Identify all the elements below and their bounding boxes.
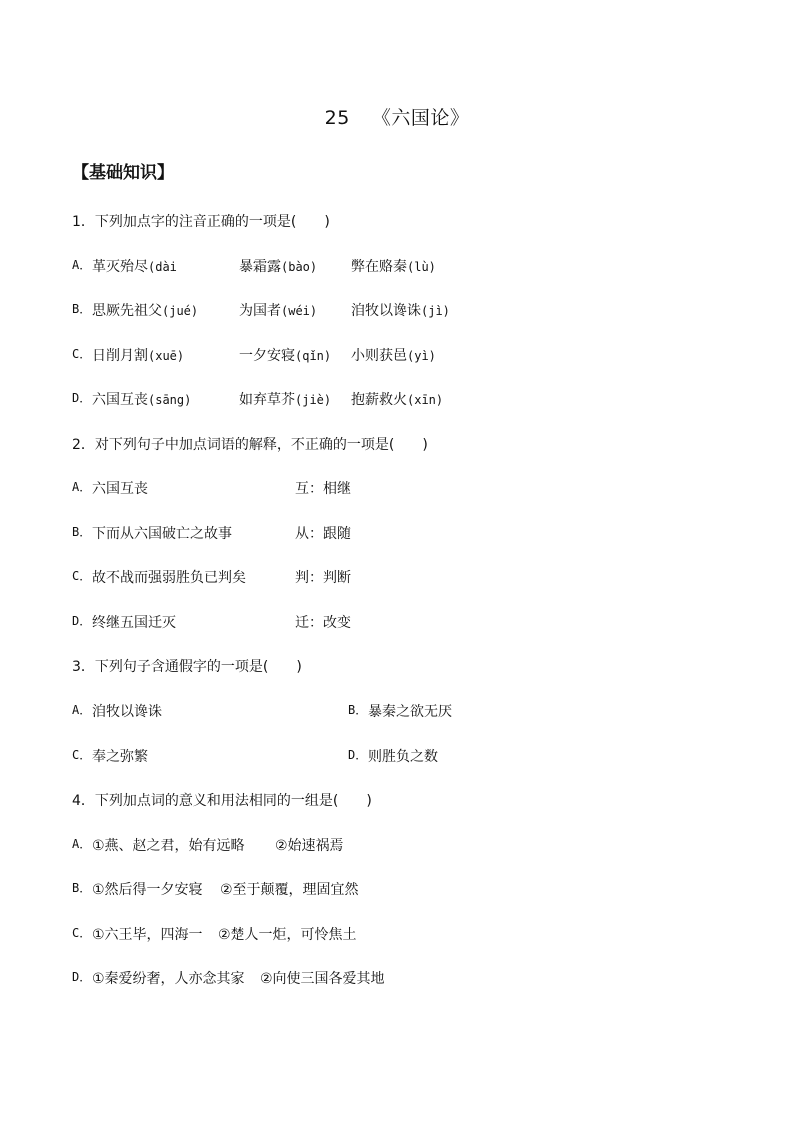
option-word — [351, 345, 436, 365]
pinyin: (wéi) — [281, 304, 318, 318]
option-letter: D． — [72, 614, 92, 628]
option-part-2: ②至于颠覆，理固宜然 — [220, 882, 359, 898]
lesson-title: 《六国论》 — [371, 107, 470, 129]
option-part-1: ①六王毕，四海一 — [92, 927, 203, 943]
pinyin: (dài — [148, 260, 177, 274]
option-text: 洎牧以谗诛 — [92, 704, 162, 720]
option-letter: A． — [72, 258, 92, 272]
option-word — [92, 389, 191, 409]
option-sentence: 终继五国迁灭 — [92, 615, 176, 631]
section-heading: 【基础知识】 — [72, 163, 174, 183]
option-letter: B． — [72, 525, 92, 539]
q1-stem: 1．下列加点字的注音正确的一项是( ) — [72, 214, 330, 230]
option-explanation: 判：判断 — [295, 570, 351, 586]
option-letter: D． — [72, 970, 92, 984]
option-part-2: ②楚人一炬，可怜焦土 — [218, 927, 357, 943]
word-text: 抱薪救火 — [351, 392, 407, 408]
option-text: 则胜负之数 — [368, 749, 438, 765]
option-letter: B． — [72, 302, 92, 316]
q3-stem: 3．下列句子含通假字的一项是( ) — [72, 659, 302, 675]
option-letter: C． — [72, 748, 92, 762]
word-text: 革灭殆尽 — [92, 259, 148, 275]
word-text: 洎牧以谗诛 — [351, 303, 421, 319]
option-part-1: ①然后得一夕安寝 — [92, 882, 203, 898]
word-text: 小则获邑 — [351, 348, 407, 364]
option-letter: A． — [72, 703, 92, 717]
option-word — [351, 256, 436, 276]
pinyin: (xīn) — [407, 393, 444, 407]
option-letter: D． — [72, 391, 92, 405]
option-letter: C． — [72, 926, 92, 940]
option-word — [351, 389, 443, 409]
word-text: 思厥先祖父 — [92, 303, 162, 319]
q2-stem: 2．对下列句子中加点词语的解释，不正确的一项是( ) — [72, 437, 428, 453]
option-word — [92, 345, 184, 365]
option-word — [92, 300, 198, 320]
word-text: 六国互丧 — [92, 392, 148, 408]
option-letter: D． — [348, 748, 368, 762]
pinyin: (sāng) — [148, 393, 192, 407]
option-text: 奉之弥繁 — [92, 749, 148, 765]
word-text: 暴霜露 — [239, 259, 281, 275]
option-explanation: 互：相继 — [295, 481, 351, 497]
option-letter: B． — [72, 881, 92, 895]
option-part-2: ②向使三国各爱其地 — [260, 971, 385, 987]
option-word — [239, 389, 331, 409]
option-letter: C． — [72, 569, 92, 583]
option-text: 暴秦之欲无厌 — [368, 704, 452, 720]
word-text: 如弃草芥 — [239, 392, 295, 408]
pinyin: (jì) — [421, 304, 450, 318]
document-title — [0, 103, 794, 130]
word-text: 日削月割 — [92, 348, 148, 364]
pinyin: (jué) — [162, 304, 199, 318]
word-text: 为国者 — [239, 303, 281, 319]
option-part-2: ②始速祸焉 — [275, 838, 344, 854]
pinyin: (xuē) — [148, 349, 185, 363]
q4-stem: 4．下列加点词的意义和用法相同的一组是( ) — [72, 793, 372, 809]
option-explanation: 迁：改变 — [295, 615, 351, 631]
option-word — [92, 256, 177, 276]
pinyin: (jiè) — [295, 393, 332, 407]
option-sentence: 故不战而强弱胜负已判矣 — [92, 570, 246, 586]
pinyin: (lù) — [407, 260, 436, 274]
option-letter: B． — [348, 703, 368, 717]
word-text: 弊在赂秦 — [351, 259, 407, 275]
option-word — [239, 256, 317, 276]
option-word — [239, 300, 317, 320]
option-sentence: 下而从六国破亡之故事 — [92, 526, 232, 542]
option-explanation: 从：跟随 — [295, 526, 351, 542]
option-letter: C． — [72, 347, 92, 361]
option-part-1: ①秦爱纷奢，人亦念其家 — [92, 971, 245, 987]
option-letter: A． — [72, 837, 92, 851]
pinyin: (qǐn) — [295, 349, 332, 363]
option-letter: A． — [72, 480, 92, 494]
pinyin: (yì) — [407, 349, 436, 363]
option-word — [351, 300, 450, 320]
option-sentence: 六国互丧 — [92, 481, 148, 497]
lesson-number: 25 — [324, 107, 350, 129]
pinyin: (bào) — [281, 260, 318, 274]
option-part-1: ①燕、赵之君，始有远略 — [92, 838, 245, 854]
option-word — [239, 345, 331, 365]
word-text: 一夕安寝 — [239, 348, 295, 364]
